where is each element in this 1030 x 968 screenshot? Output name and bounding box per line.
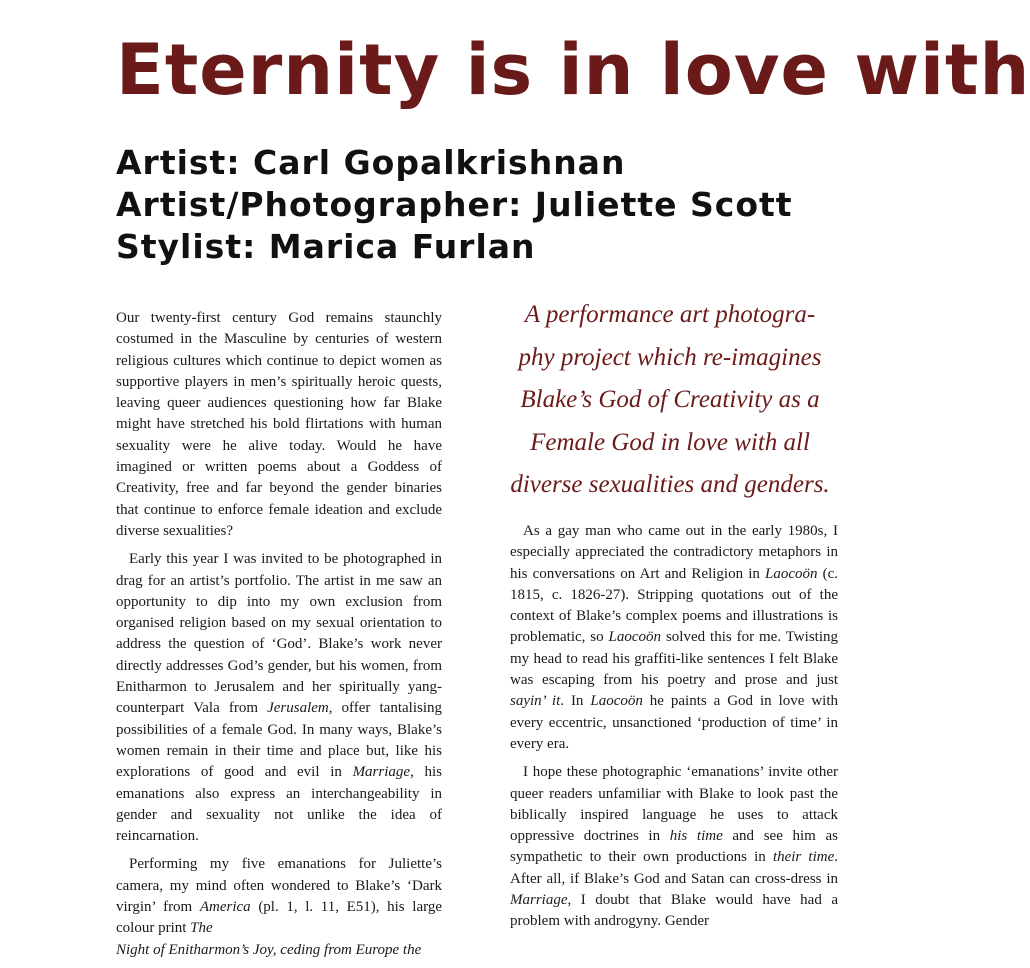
left-column (116, 308, 442, 968)
right-column (510, 521, 838, 940)
pull-quote-line: phy project which re-imagines (518, 343, 822, 371)
page-title: Eternity is in love with (116, 29, 1030, 111)
credit-stylist: Stylist: Marica Furlan (116, 227, 536, 266)
pull-quote-line: Female God in love with all (530, 428, 810, 456)
credit-photographer: Artist/Photographer: Juliette Scott (116, 185, 793, 224)
pull-quote-line: Blake’s God of Creativity as a (520, 386, 820, 413)
body-paragraph: I hope these photographic ‘emanations’ invite other queer readers unfamiliar with Blake to look past the biblically inspired language he uses to attack oppressive doctrines in his time and see him as sympathetic to their own productions in their time. After all, if Blake’s God and Satan can cross-dress in Marriage, I doubt that Blake would have had a problem with androgyny. Gender (510, 764, 839, 930)
pull-quote (500, 294, 840, 507)
credit-artist: Artist: Carl Gopalkrishnan (116, 143, 626, 182)
body-paragraph: Performing my five emanations for Juliette’s camera, my mind often wondered to Blake’s ‘Dark virgin’ from America (pl. 1, l. 11, E51), his large colour print The Night of Enitharmon’s Joy, ceding from Europe the (116, 856, 442, 958)
body-paragraph: Early this year I was invited to be photographed in drag for an artist’s portfolio. The artist in me saw an opportunity to dip into my own exclusion from organised religion based on my sexual orientation to address the question of ‘God’. Blake’s work never directly addresses God’s gender, but his women, from Enitharmon to Jerusalem and her spiritually yang-counterpart Vala from Jerusalem, offer tantalising possibilities of a female God. In many ways, Blake’s women remain in their time and place but, like his explorations of good and evil in Marriage, his emanations also express an interchangeability in gender and sexuality not unlike the idea of reincarnation. (116, 551, 442, 845)
body-paragraph: Our twenty-first century God remains staunchly costumed in the Masculine by centuries of western religious cultures which continue to depict women as supportive players in men’s spiritually heroic quests, leaving queer audiences questioning how far Blake might have stretched his bold flirtations with human sexuality were he alive today. Would he have imagined or written poems about a Goddess of Creativity, free and far beyond the gender binaries that continue to enforce female ideation and exclude diverse sexualities? (116, 310, 442, 539)
pull-quote-line: diverse sexualities and genders. (510, 471, 830, 498)
body-paragraph: As a gay man who came out in the early 1980s, I especially appreciated the contradictory metaphors in his conversations on Art and Religion in Laocoön (c. 1815, c. 1826-27). Stripping quotations out of the context of Blake’s complex poems and illustrations is problematic, so Laocoön solved this for me. Twisting my head to read his graffiti-like sentences I felt Blake was escaping from his poetry and prose and just sayin’ it. In Laocoön he paints a God in love with every eccentric, unsanctioned ‘production of time’ in every era. (510, 523, 839, 752)
credits-block (116, 142, 793, 268)
pull-quote-line: A performance art photogra- (524, 301, 816, 328)
